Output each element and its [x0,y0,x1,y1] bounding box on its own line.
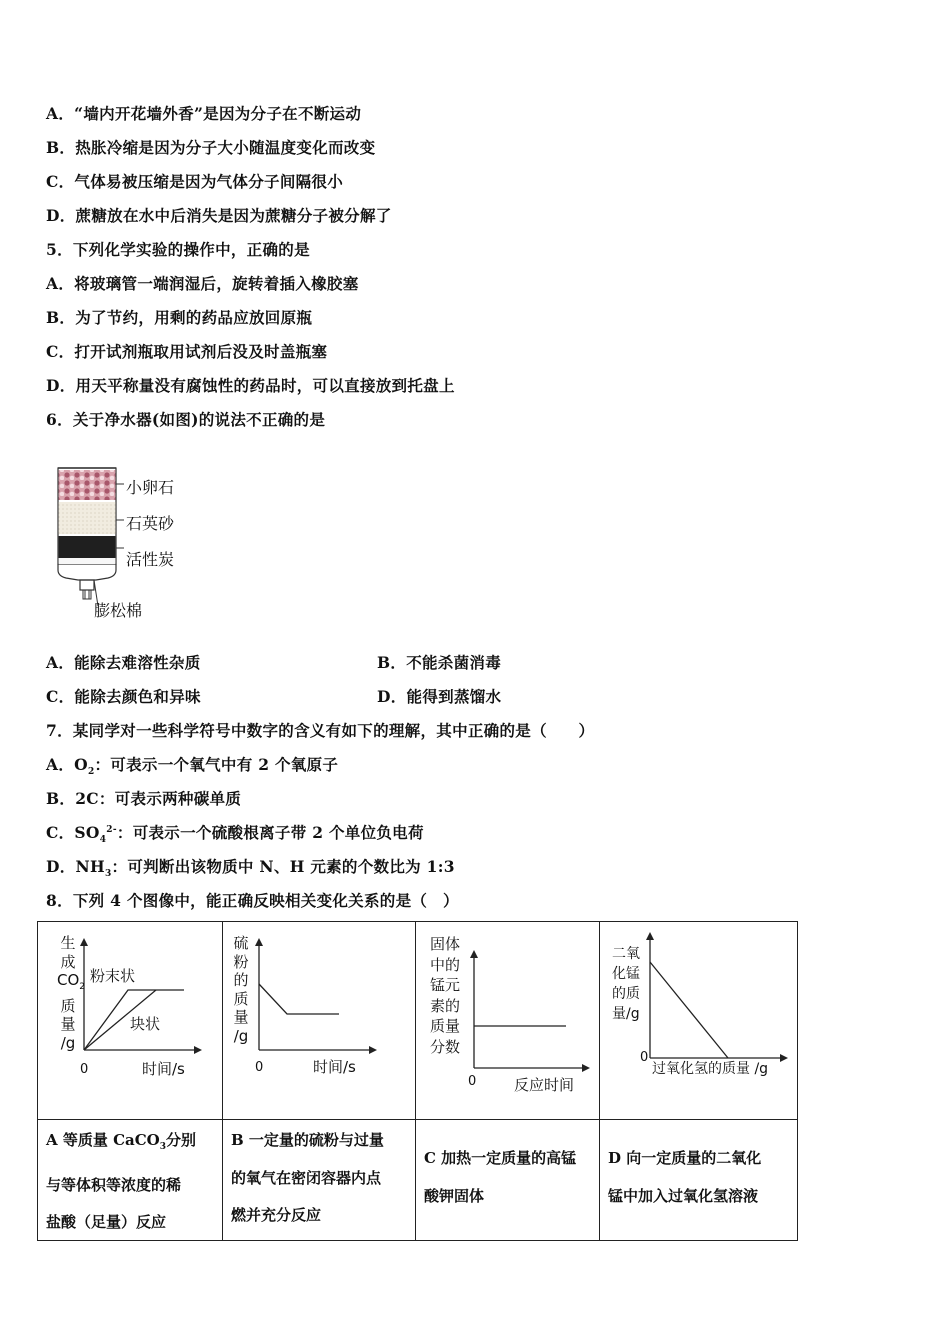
graph-a [38,922,222,1119]
label-cotton: 膨松棉 [94,601,143,620]
graph-b-ylabel: 硫 粉 的 质 量 /g [233,934,249,1045]
label-powder: 粉末状 [90,967,136,985]
water-filter-figure [54,448,254,623]
label-block: 块状 [130,1015,161,1033]
sand-layer [59,502,116,534]
q6-option-b: B．不能杀菌消毒 [377,653,502,672]
graph-a-origin: 0 [80,1062,89,1077]
q8-stem: 8．下列 4 个图像中，能正确反映相关变化关系的是（ ） [46,891,459,910]
q4-option-c: C．气体易被压缩是因为气体分子间隔很小 [46,172,344,191]
carbon-layer [59,536,116,558]
graph-b-origin: 0 [255,1060,264,1075]
q7-option-c: C．$SO_4^{2-}$：可表示一个硫酸根离子带 2 个单位负电荷 [46,823,424,846]
q8-graph-table [37,921,798,1241]
graph-c-origin: 0 [468,1074,477,1089]
q7-option-a: A．$O_2$：可表示一个氧气中有 2 个氧原子 [46,755,339,778]
label-quartz-sand: 石英砂 [126,514,175,533]
graph-b-xlabel: 时间/s [313,1058,356,1076]
graph-b [223,922,415,1119]
graph-a-ylabel: 生 成 $CO_2$ 质 量 /g [57,934,86,1052]
graph-c [416,922,599,1119]
graph-d [600,922,797,1119]
q4-option-b: B．热胀冷缩是因为分子大小随温度变化而改变 [46,138,376,157]
caption-b: B 一定量的硫粉与过量 的氧气在密闭容器内点 燃并充分反应 [231,1131,384,1224]
curve-mno2 [650,962,728,1058]
graph-d-xlabel: 过氧化氢的质量 /g [652,1061,769,1077]
label-pebble: 小卵石 [126,478,175,497]
graph-a-xlabel: 时间/s [142,1060,185,1078]
q5-option-a: A．将玻璃管一端润湿后，旋转着插入橡胶塞 [46,274,359,293]
q5-option-b: B．为了节约，用剩的药品应放回原瓶 [46,308,313,327]
q6-stem: 6．关于净水器(如图)的说法不正确的是 [46,410,326,429]
q6-option-a: A．能除去难溶性杂质 [46,653,201,672]
q6-option-d: D．能得到蒸馏水 [377,687,502,706]
graph-c-xlabel: 反应时间 [514,1076,575,1094]
q7-option-b: B．2C：可表示两种碳单质 [46,789,242,808]
q7-option-d: D．$NH_3$：可判断出该物质中 N、H 元素的个数比为 1:3 [46,857,455,880]
q7-stem: 7．某同学对一些科学符号中数字的含义有如下的理解，其中正确的是（ ） [46,721,595,740]
graph-d-origin: 0 [640,1050,649,1065]
caption-d: D 向一定质量的二氧化 锰中加入过氧化氢溶液 [608,1149,762,1205]
pebble-layer [59,470,116,500]
q4-option-d: D．蔗糖放在水中后消失是因为蔗糖分子被分解了 [46,206,392,225]
q6-option-c: C．能除去颜色和异味 [46,687,201,706]
graph-d-ylabel: 二氧 化锰 的质 量/g [612,946,640,1022]
label-activated-carbon: 活性炭 [126,550,175,569]
q5-option-c: C．打开试剂瓶取用试剂后没及时盖瓶塞 [46,342,328,361]
caption-c: C 加热一定质量的高锰 酸钾固体 [424,1149,577,1205]
graph-c-ylabel: 固体 中的 锰元 素的 质量 分数 [430,935,461,1056]
q4-option-a: A．“墙内开花墙外香”是因为分子在不断运动 [46,104,362,123]
curve-sulfur [259,984,339,1014]
q5-stem: 5．下列化学实验的操作中，正确的是 [46,240,310,259]
caption-a: A 等质量 CaCO$_3$分别 与等体积等浓度的稀 盐酸（足量）反应 [46,1131,197,1231]
q5-option-d: D．用天平称量没有腐蚀性的药品时，可以直接放到托盘上 [46,376,455,395]
